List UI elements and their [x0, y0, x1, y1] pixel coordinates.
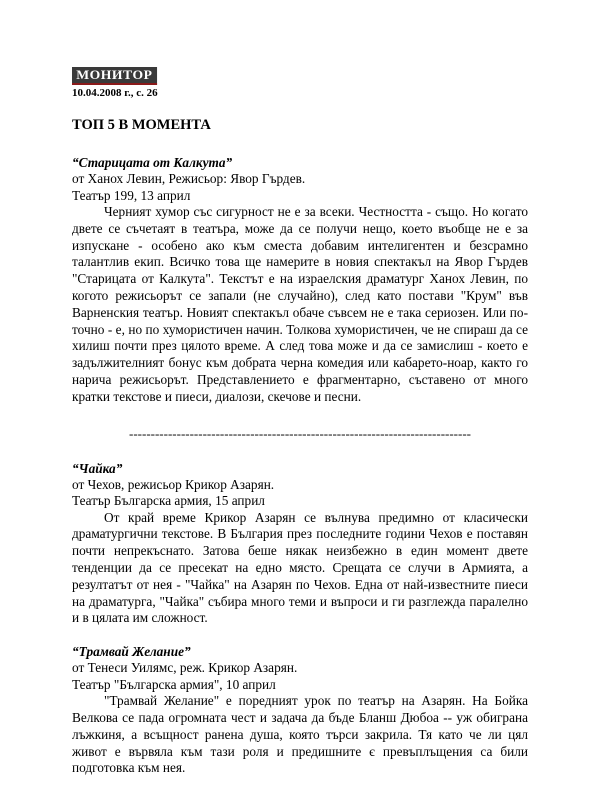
document-page — [72, 66, 528, 777]
article-body: "Трамвай Желание" е поредният урок по театър на Азарян. На Бойка Велкова се пада огромната чест и задача да бъде Бланш Дюбоа -- уж обиграна лъжкиня, а всъщност ранена душа, която търси закрила. Тя като че ли цял живот е вървяла към тази роля и предишните є превъплъщения са били подготовка към нея. — [72, 693, 528, 776]
article-body: От край време Крикор Азарян се вълнува предимно от класически драматургични текстове. В България през последните години Чехов е поставян почти непрекъснато. Затова беше някак неизбежно в един момент двете тенденции да се пресекат на едно място. Срещата се случи в Армията, а резултатът от нея - "Чайка" на Азарян по Чехов. Една от най-известните пиеси на драматурга, "Чайка" събира много теми и въпроси и ги разглежда паралелно и в цялата им сложност. — [72, 509, 528, 626]
article-venue: Театър Българска армия, 15 април — [72, 493, 265, 509]
article-body: Черният хумор със сигурност не е за всеки. Честността - също. Но когато двете се съчетаят в театъра, може да се получи нещо, което въобще не е за изпускане - особено ако към сместа добавим интелигентен и безсрамно талантлив екип. Всичко това ще намерите в новия спектакъл на Явор Гърдев "Старицата от Калкута". Текстът е на израелския драматург Ханох Левин, по когото режисьорът се запали (не случайно), след като постави "Крум" във Варненския театър. Новият спектакъл обаче съвсем не е така сериозен. Или по-точно - е, но по хумористичен начин. Толкова хумористичен, че не спираш да се хилиш почти през цялото време. А след това може и да се замислиш - което е задължителният бонус към добрата черна комедия или кабарето-ноар, както го нарича режисьорът. Представлението е фрагментарно, съставено от много кратки текстове и пиеси, диалози, скечове и песни. — [72, 204, 528, 404]
masthead — [72, 66, 528, 100]
publication-date: 10.04.2008 г., с. 26 — [72, 87, 158, 99]
article-venue: Театър "Българска армия", 10 април — [72, 676, 276, 692]
article-title: “Старицата от Калкута” — [72, 155, 233, 170]
article-venue: Театър 199, 13 април — [72, 187, 191, 203]
article-credits: от Тенеси Уилямс, реж. Крикор Азарян. — [72, 660, 298, 676]
monitor-logo: МОНИТОР — [72, 67, 157, 85]
separator-line: ------------------------------------------------------------------------------- — [129, 425, 471, 441]
section-title: ТОП 5 В МОМЕНТА — [72, 117, 211, 133]
article-credits: от Ханох Левин, Режисьор: Явор Гърдев. — [72, 171, 306, 186]
article-title: “Чайка” — [72, 460, 123, 476]
article-title: “Трамвай Желание” — [72, 644, 191, 660]
article-chayka — [72, 460, 528, 628]
article-tramvay-zhelanie — [72, 643, 528, 777]
article-credits: от Чехов, режисьор Крикор Азарян. — [72, 476, 275, 492]
article-staritsata — [72, 154, 528, 406]
